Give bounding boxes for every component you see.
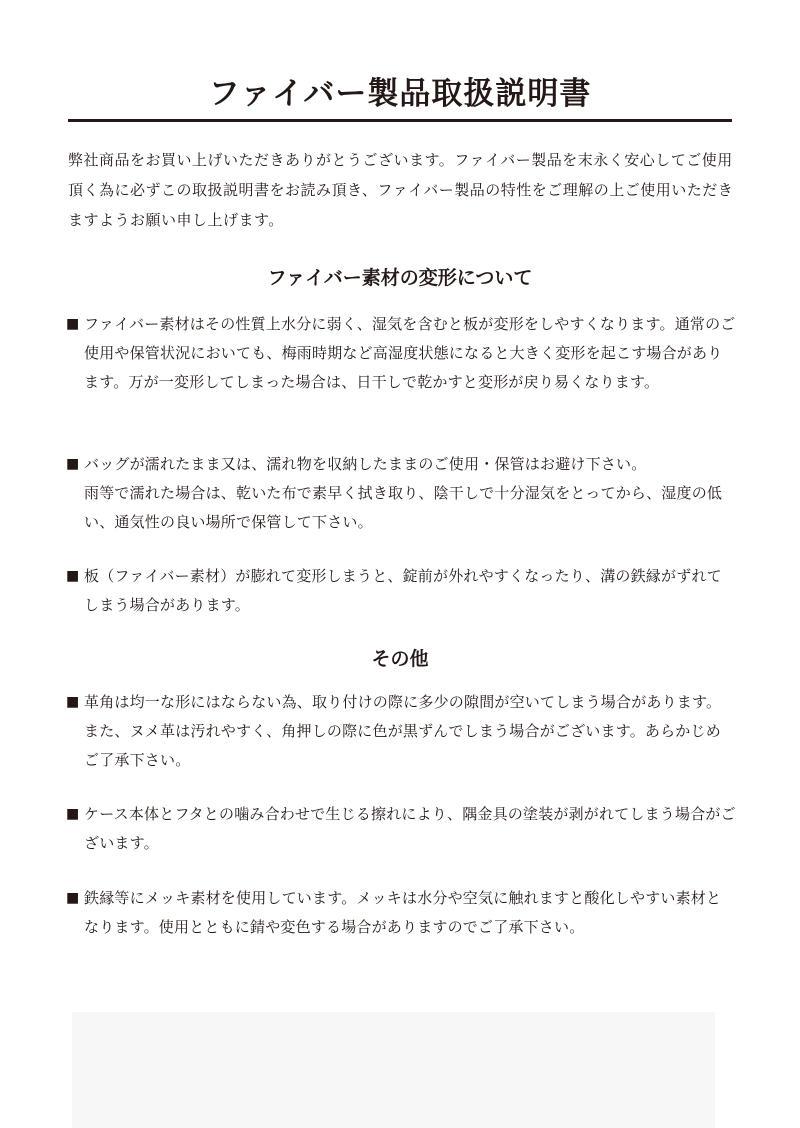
bullet-square-icon: ■	[66, 694, 80, 710]
document-title: ファイバー製品取扱説明書	[208, 76, 592, 112]
list-item-subtext: 雨等で濡れた場合は、乾いた布で素早く拭き取り、陰干しで十分湿気をとってから、湿度の低い、通気性の良い場所で保管して下さい。	[84, 484, 723, 531]
list-item	[66, 800, 736, 858]
section-heading-other: その他	[371, 648, 429, 670]
list-item	[66, 884, 736, 942]
list-item	[66, 450, 736, 537]
bullet-square-icon: ■	[66, 890, 80, 906]
intro-paragraph: 弊社商品をお買い上げいただきありがとうございます。ファイバー製品を末永く安心してご使用頂く為に必ずこの取扱説明書をお読み頂き、ファイバー製品の特性をご理解の上ご使用いただきますようお願い申し上げます。	[68, 151, 734, 229]
list-item-text: 鉄縁等にメッキ素材を使用しています。メッキは水分や空気に触れますと酸化しやすい素材となります。使用とともに錆や変色する場合がありますのでご了承下さい。	[84, 889, 722, 936]
bullet-square-icon: ■	[66, 456, 80, 472]
list-item-text: ケース本体とフタとの噛み合わせで生じる擦れにより、隅金具の塗装が剥がれてしまう場合がございます。	[84, 805, 736, 852]
list-item	[66, 310, 736, 397]
list-item-text: 革角は均一な形にはならない為、取り付けの際に多少の隙間が空いてしまう場合があります。また、ヌメ革は汚れやすく、角押しの際に色が黒ずんでしまう場合がございます。あらかじめご了承下さい。	[84, 693, 722, 769]
bullet-square-icon: ■	[66, 316, 80, 332]
list-item	[66, 562, 736, 620]
list-item	[66, 688, 736, 775]
bullet-square-icon: ■	[66, 568, 80, 584]
blank-panel	[72, 1012, 715, 1128]
list-item-text: ファイバー素材はその性質上水分に弱く、湿気を含むと板が変形をしやすくなります。通常のご使用や保管状況においても、梅雨時期など高湿度状態になると大きく変形を起こす場合があります。万が一変形してしまった場合は、日干しで乾かすと変形が戻り易くなります。	[84, 315, 736, 391]
bullet-square-icon: ■	[66, 806, 80, 822]
title-underline	[68, 119, 732, 122]
section-heading-deformation: ファイバー素材の変形について	[267, 267, 533, 289]
list-item-text: 板（ファイバー素材）が膨れて変形しまうと、錠前が外れやすくなったり、溝の鉄縁がずれてしまう場合があります。	[84, 567, 722, 614]
list-item-text: バッグが濡れたまま又は、濡れ物を収納したままのご使用・保管はお避け下さい。	[84, 455, 647, 473]
